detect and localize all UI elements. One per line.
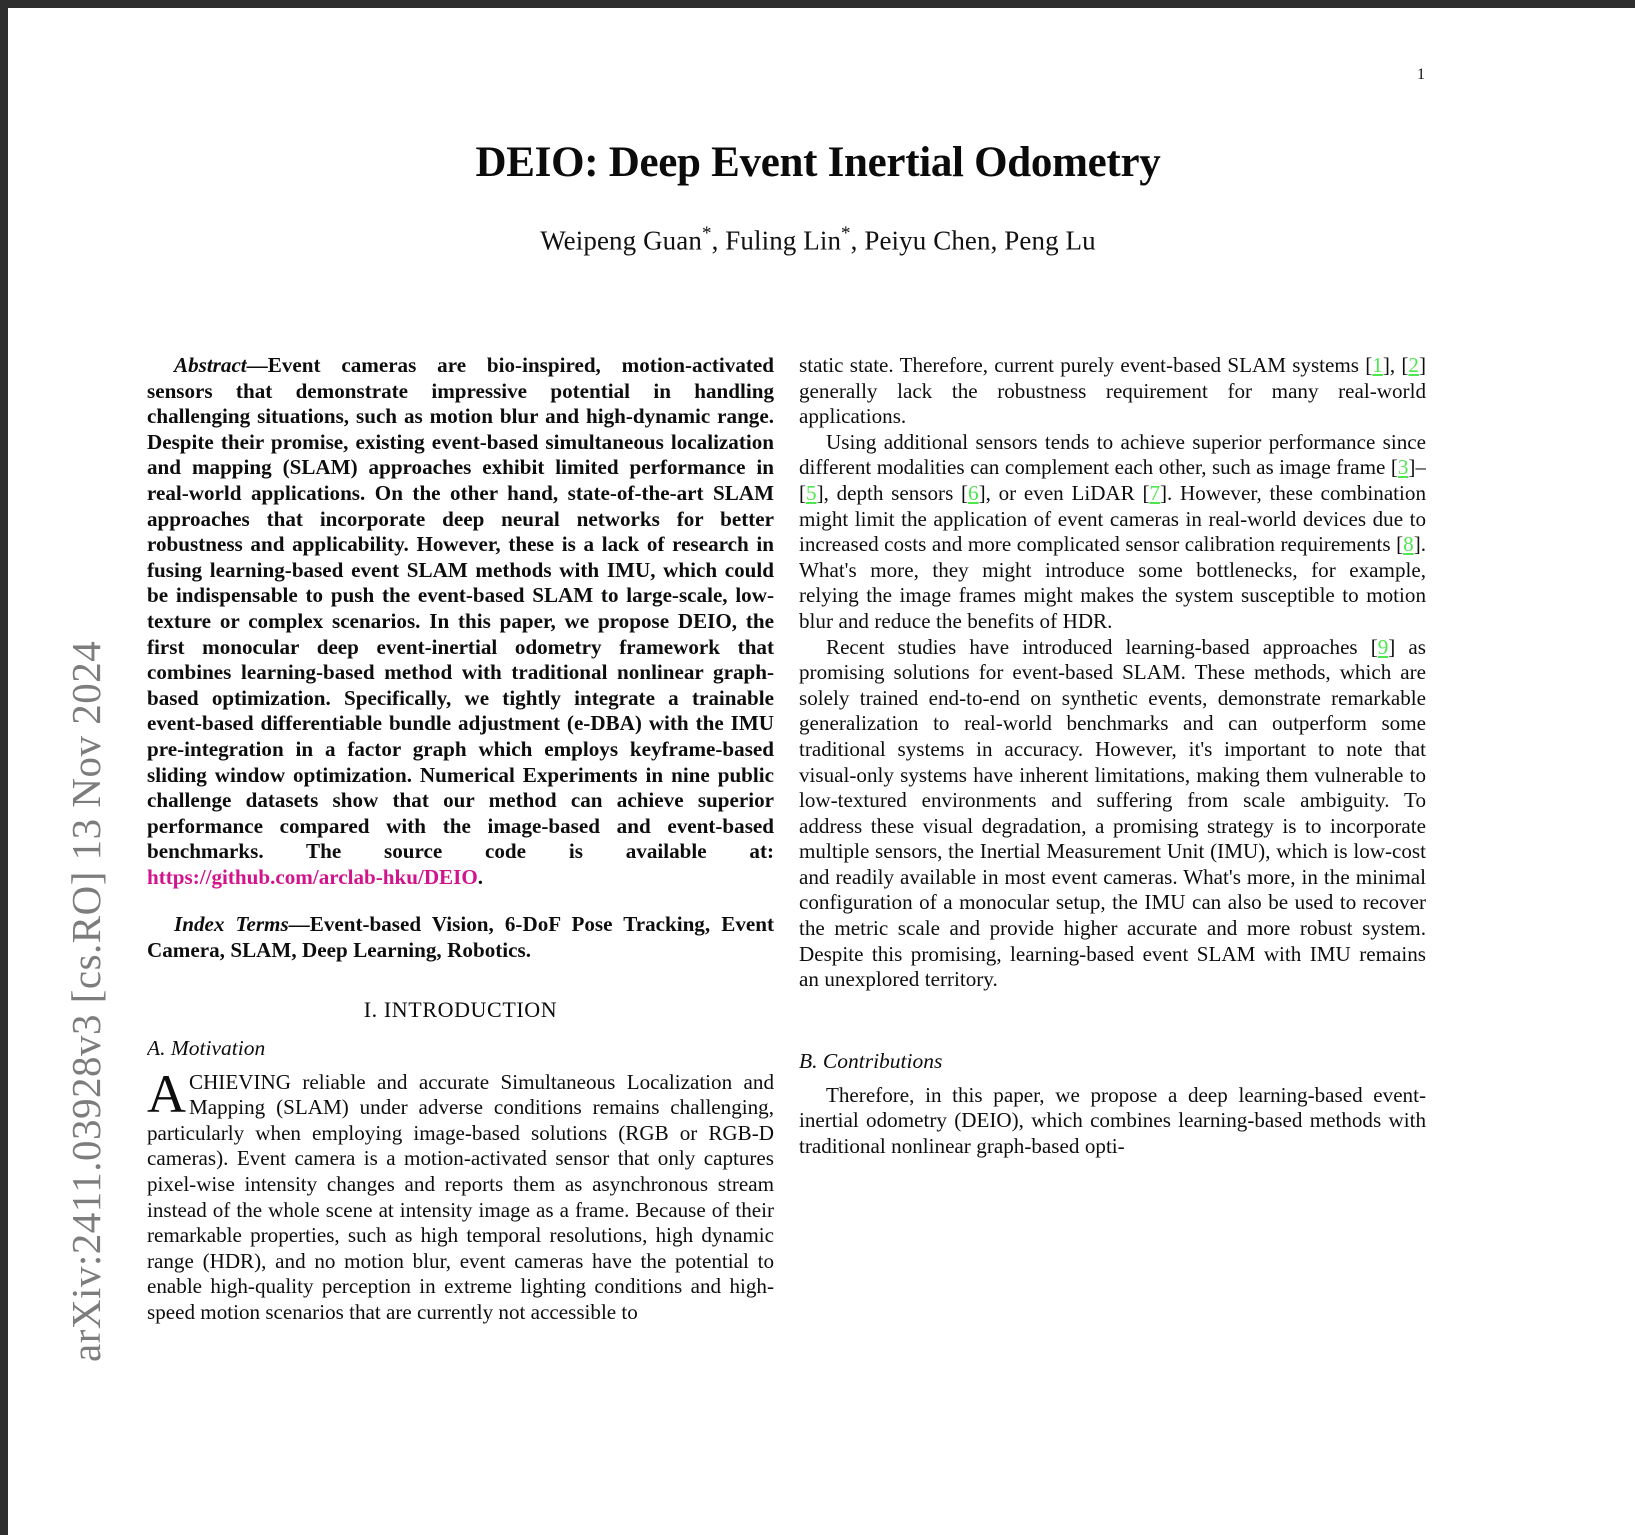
author-2-affiliation-marker: *: [841, 223, 851, 245]
citation-link-8[interactable]: 8: [1403, 532, 1414, 557]
section-heading-introduction: I. INTRODUCTION: [363, 996, 558, 1022]
title-block: [138, 138, 1498, 257]
abstract-paragraph: [147, 353, 774, 890]
r3-b: ] as promising solutions for event-based SLAM. These methods, which are solely trained end-to-end on synthetic events, demonstrate remarkable generalization to real-world benchmarks and can outperform some traditional systems in accuracy. However, it's important to note that visual-only systems have inherent limitations, making them vulnerable to low-textured environments and suffering from scale ambiguity. To address these visual degradation, a promising strategy is to incorporate multiple sensors, the Inertial Measurement Unit (IMU), which is low-cost and readily available in most event cameras. What's more, in the minimal configuration of a monocular setup, the IMU can also be used to recover the metric scale and provide higher accurate and more robust system. Despite this promising, learning-based event SLAM with IMU remains an unexplored territory.: [799, 634, 1426, 992]
r2-a: Using additional sensors tends to achieve superior performance since different modalities can complement each other, such as image frame [: [799, 429, 1426, 480]
r2-e: ]. However, these combination might limit the application of event cameras in real-world devices due to increased costs and more complicated sensor calibration requirements [: [799, 480, 1426, 557]
citation-link-1[interactable]: 1: [1372, 353, 1383, 377]
page-title: DEIO: Deep Event Inertial Odometry: [475, 139, 1161, 186]
right-paragraph-3: [799, 635, 1426, 993]
author-rest: , Peiyu Chen, Peng Lu: [850, 225, 1096, 256]
citation-link-2[interactable]: 2: [1408, 353, 1419, 377]
author-1-affiliation-marker: *: [701, 223, 712, 245]
subsection-heading-motivation: A. Motivation: [147, 1035, 266, 1060]
motivation-body: reliable and accurate Simultaneous Localization and Mapping (SLAM) under adverse conditions remains challenging, particularly when employing image-based solutions (RGB or RGB-D cameras). Event camera is a motion-activated sensor that only captures pixel-wise intensity changes and reports them as asynchronous stream instead of the whole scene at intensity image as a frame. Because of their remarkable properties, such as high temporal resolutions, high dynamic range (HDR), and no motion blur, event cameras have the potential to enable high-quality perception in extreme lighting conditions and high-speed motion scenarios that are currently not accessible to: [147, 1069, 774, 1324]
citation-link-6[interactable]: 6: [968, 480, 979, 505]
right-paragraph-4: Therefore, in this paper, we propose a deep learning-based event-inertial odometry (DEIO), which combines learning-based methods with traditional nonlinear graph-based opti-: [799, 1082, 1426, 1159]
abstract-body: Event cameras are bio-inspired, motion-activated sensors that demonstrate impressive potential in handling challenging situations, such as motion blur and high-dynamic range. Despite their promise, existing event-based simultaneous localization and mapping (SLAM) approaches exhibit limited performance in real-world applications. On the other hand, state-of-the-art SLAM approaches that incorporate deep neural networks for better robustness and applicability. However, these is a lack of research in fusing learning-based event SLAM methods with IMU, which could be indispensable to push the event-based SLAM to large-scale, low-texture or complex scenarios. In this paper, we propose DEIO, the first monocular deep event-inertial odometry framework that combines learning-based method with traditional nonlinear graph-based optimization. Specifically, we tightly integrate a trainable event-based differentiable bundle adjustment (e-DBA) with the IMU pre-integration in a factor graph which employs keyframe-based sliding window optimization. Numerical Experiments in nine public challenge datasets show that our method can achieve superior performance compared with the image-based and event-based benchmarks. The source code is available at:: [147, 353, 774, 864]
author-list: [138, 223, 1498, 256]
motivation-smallcaps: CHIEVING: [189, 1069, 291, 1094]
source-code-link[interactable]: https://github.com/arclab-hku/DEIO: [147, 864, 478, 889]
left-column: [147, 353, 774, 1535]
r1-a: static state. Therefore, current purely event-based SLAM systems [: [799, 353, 1373, 377]
r3-a: Recent studies have introduced learning-based approaches [: [826, 634, 1378, 659]
index-terms-body: Event-based Vision, 6-DoF Pose Tracking, Event Camera, SLAM, Deep Learning, Robotics.: [147, 912, 774, 963]
index-terms-label: Index Terms: [174, 912, 289, 937]
abstract-dash: —: [246, 353, 268, 377]
motivation-paragraph: [147, 1063, 774, 1326]
r2-b: ]–[: [799, 455, 1426, 505]
page-number: 1: [1417, 66, 1425, 83]
citation-link-3[interactable]: 3: [1397, 455, 1409, 480]
author-1: Weipeng Guan: [540, 225, 702, 256]
right-column: [799, 353, 1426, 1535]
right-paragraph-1: [799, 353, 1426, 430]
index-terms-dash: —: [288, 912, 310, 937]
subsection-heading-contributions: B. Contributions: [799, 1048, 943, 1073]
right-paragraph-2: [799, 430, 1426, 635]
abstract-label: Abstract: [174, 353, 247, 377]
citation-link-9[interactable]: 9: [1377, 634, 1389, 659]
arxiv-stamp: arXiv:2411.03928v3 [cs.RO] 13 Nov 2024: [63, 640, 109, 1362]
index-terms-paragraph: [147, 912, 774, 963]
r2-c: ], depth sensors [: [816, 480, 969, 505]
r1-c: ] generally lack the robustness requirement for many real-world applications.: [799, 353, 1426, 429]
r2-f: ]. What's more, they might introduce some bottlenecks, for example, relying the image frames might makes the system susceptible to motion blur and reduce the benefits of HDR.: [799, 532, 1426, 633]
drop-cap-letter: A: [147, 1063, 186, 1124]
author-separator-1: , Fuling Lin: [711, 225, 842, 256]
paper-page: [8, 8, 1635, 1535]
body-columns: [8, 353, 1635, 1535]
citation-link-5[interactable]: 5: [806, 480, 817, 505]
abstract-url-tail: .: [477, 864, 484, 889]
r2-d: ], or even LiDAR [: [978, 480, 1150, 505]
r1-b: ], [: [1382, 353, 1409, 377]
citation-link-7[interactable]: 7: [1149, 480, 1161, 505]
